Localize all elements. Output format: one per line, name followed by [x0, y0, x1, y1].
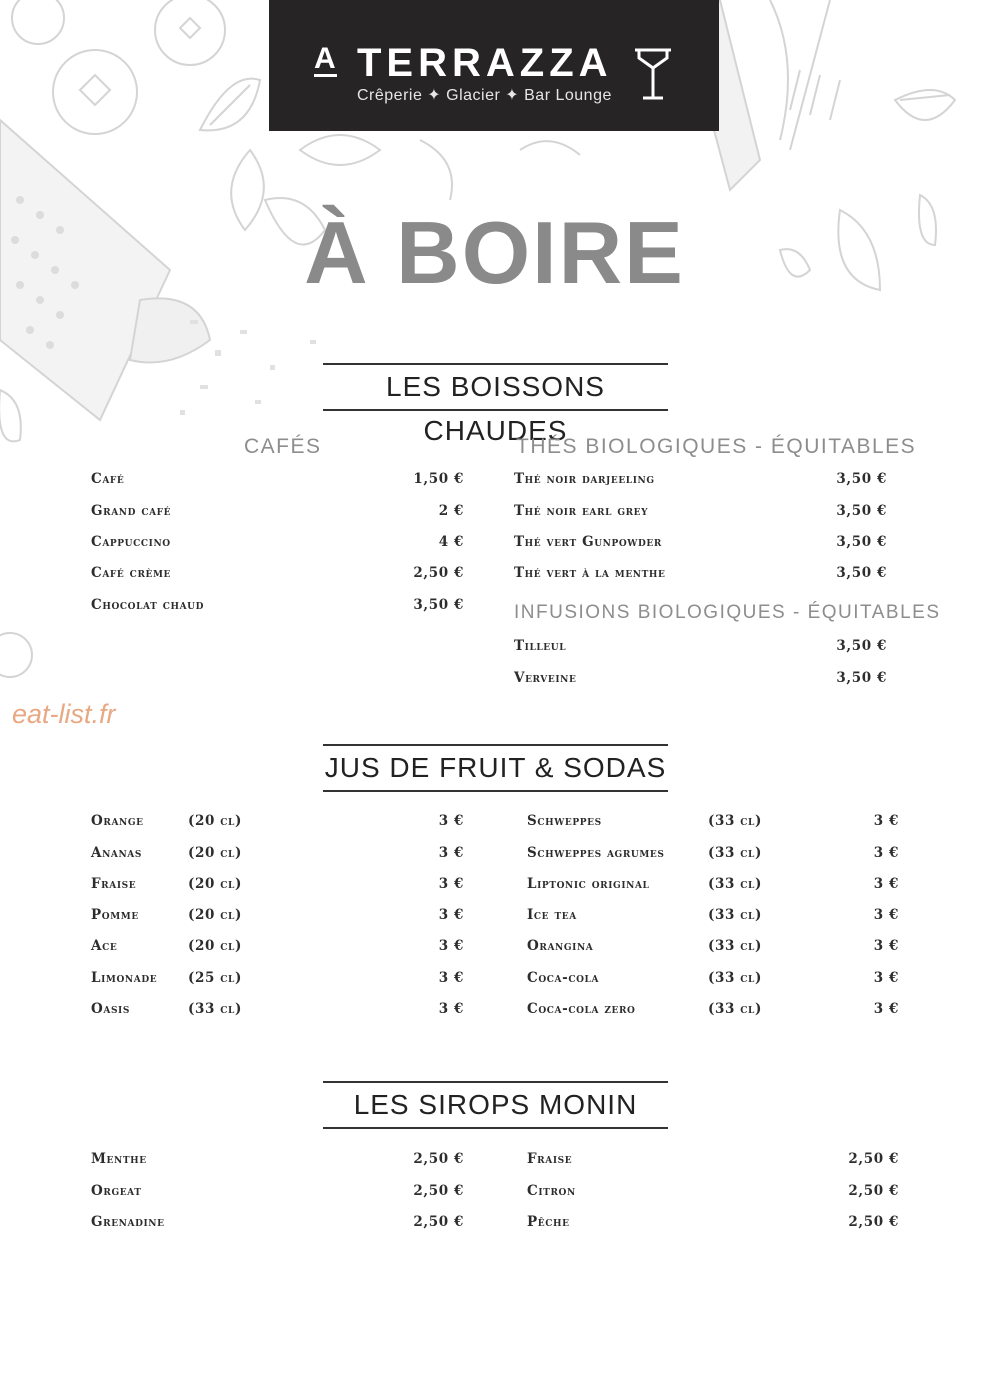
item-name: Grenadine [91, 1214, 165, 1230]
menu-item [527, 1180, 899, 1202]
item-name: Café crème [91, 565, 172, 581]
item-name: Thé noir earl grey [514, 503, 649, 519]
brand-logo [269, 0, 719, 131]
item-price: 2,50 € [848, 1151, 899, 1167]
item-volume: (20 cl) [188, 907, 242, 923]
item-name: Pêche [527, 1214, 570, 1230]
menu-item [91, 842, 464, 864]
menu-item [527, 998, 899, 1020]
item-name: Oasis [91, 1001, 130, 1017]
item-name: Fraise [91, 876, 137, 892]
menu-item [91, 1180, 464, 1202]
menu-item [91, 935, 464, 957]
menu-item [91, 531, 464, 553]
item-name: Ice tea [527, 907, 577, 923]
menu-item [527, 810, 899, 832]
item-volume: (33 cl) [708, 970, 762, 986]
item-volume: (20 cl) [188, 938, 242, 954]
item-name: Schweppes agrumes [527, 845, 665, 861]
item-name: Ace [91, 938, 118, 954]
item-volume: (33 cl) [708, 876, 762, 892]
menu-item [527, 842, 899, 864]
item-name: Café [91, 471, 125, 487]
item-name: Tilleul [514, 638, 567, 654]
watermark: eat-list.fr [12, 699, 116, 729]
logo-name: TERRAZZA [357, 41, 613, 85]
menu-item [91, 967, 464, 989]
item-price: 3 € [438, 907, 464, 923]
menu-item [91, 594, 464, 616]
menu-item [527, 1148, 899, 1170]
item-price: 3 € [873, 1001, 899, 1017]
menu-item [514, 635, 887, 657]
menu-item [91, 998, 464, 1020]
menu-item [91, 1211, 464, 1233]
item-price: 3 € [873, 876, 899, 892]
item-name: Orange [91, 813, 144, 829]
item-price: 3 € [438, 845, 464, 861]
item-price: 3 € [438, 1001, 464, 1017]
logo-tagline: Crêperie ✦ Glacier ✦ Bar Lounge [357, 87, 612, 104]
item-price: 2,50 € [413, 565, 464, 581]
menu-item [514, 531, 887, 553]
item-name: Thé noir darjeeling [514, 471, 655, 487]
cocktail-glass-icon [633, 46, 673, 102]
item-price: 2,50 € [413, 1183, 464, 1199]
item-volume: (20 cl) [188, 813, 242, 829]
item-price: 2,50 € [848, 1214, 899, 1230]
item-price: 2,50 € [413, 1151, 464, 1167]
item-volume: (33 cl) [708, 845, 762, 861]
item-price: 3 € [873, 813, 899, 829]
subhead-cafes: CAFÉS [244, 435, 322, 458]
item-volume: (33 cl) [708, 813, 762, 829]
subhead-thes: THÉS BIOLOGIQUES - ÉQUITABLES [516, 435, 917, 458]
section-title-syrups: LES SIROPS MONIN [323, 1081, 668, 1129]
item-name: Ananas [91, 845, 142, 861]
item-price: 3,50 € [836, 670, 887, 686]
menu-item [91, 562, 464, 584]
item-volume: (20 cl) [188, 845, 242, 861]
item-volume: (33 cl) [708, 938, 762, 954]
item-name: Grand café [91, 503, 172, 519]
menu-item [514, 667, 887, 689]
menu-item [91, 1148, 464, 1170]
item-price: 3,50 € [836, 534, 887, 550]
item-price: 3 € [873, 970, 899, 986]
item-price: 3,50 € [836, 503, 887, 519]
menu-item [527, 1211, 899, 1233]
item-name: Cappuccino [91, 534, 171, 550]
menu-item [91, 873, 464, 895]
item-price: 3 € [873, 845, 899, 861]
menu-item [91, 904, 464, 926]
menu-item [527, 904, 899, 926]
item-volume: (33 cl) [188, 1001, 242, 1017]
menu-item [91, 468, 464, 490]
menu-item [514, 500, 887, 522]
item-volume: (20 cl) [188, 876, 242, 892]
item-price: 3 € [873, 938, 899, 954]
menu-item [527, 967, 899, 989]
item-price: 3,50 € [836, 638, 887, 654]
item-name: Pomme [91, 907, 139, 923]
item-name: Chocolat chaud [91, 597, 205, 613]
page-title: À BOIRE [304, 203, 685, 302]
item-price: 1,50 € [413, 471, 464, 487]
item-name: Citron [527, 1183, 576, 1199]
item-volume: (33 cl) [708, 907, 762, 923]
menu-item [514, 468, 887, 490]
item-price: 2 € [438, 503, 464, 519]
section-title-hot-drinks: LES BOISSONS CHAUDES [323, 363, 668, 411]
item-name: Verveine [514, 670, 577, 686]
item-volume: (25 cl) [188, 970, 242, 986]
item-price: 3 € [438, 813, 464, 829]
item-volume: (33 cl) [708, 1001, 762, 1017]
item-price: 2,50 € [848, 1183, 899, 1199]
item-price: 3,50 € [413, 597, 464, 613]
item-name: Schweppes [527, 813, 602, 829]
item-name: Coca-cola zero [527, 1001, 636, 1017]
item-name: Orangina [527, 938, 594, 954]
section-title-juices-sodas: JUS DE FRUIT & SODAS [323, 744, 668, 792]
subhead-infusions: INFUSIONS BIOLOGIQUES - ÉQUITABLES [514, 602, 941, 623]
item-price: 3,50 € [836, 471, 887, 487]
menu-item [527, 873, 899, 895]
menu-item [527, 935, 899, 957]
item-price: 3,50 € [836, 565, 887, 581]
item-price: 3 € [438, 876, 464, 892]
item-name: Thé vert à la menthe [514, 565, 666, 581]
item-price: 3 € [438, 970, 464, 986]
menu-item [91, 810, 464, 832]
item-name: Coca-cola [527, 970, 600, 986]
item-price: 3 € [438, 938, 464, 954]
item-price: 4 € [438, 534, 464, 550]
item-name: Liptonic original [527, 876, 650, 892]
logo-mark: A [314, 42, 337, 75]
item-name: Menthe [91, 1151, 147, 1167]
item-name: Thé vert Gunpowder [514, 534, 662, 550]
menu-item [514, 562, 887, 584]
item-price: 2,50 € [413, 1214, 464, 1230]
item-name: Fraise [527, 1151, 573, 1167]
item-name: Limonade [91, 970, 158, 986]
item-name: Orgeat [91, 1183, 142, 1199]
menu-item [91, 500, 464, 522]
item-price: 3 € [873, 907, 899, 923]
